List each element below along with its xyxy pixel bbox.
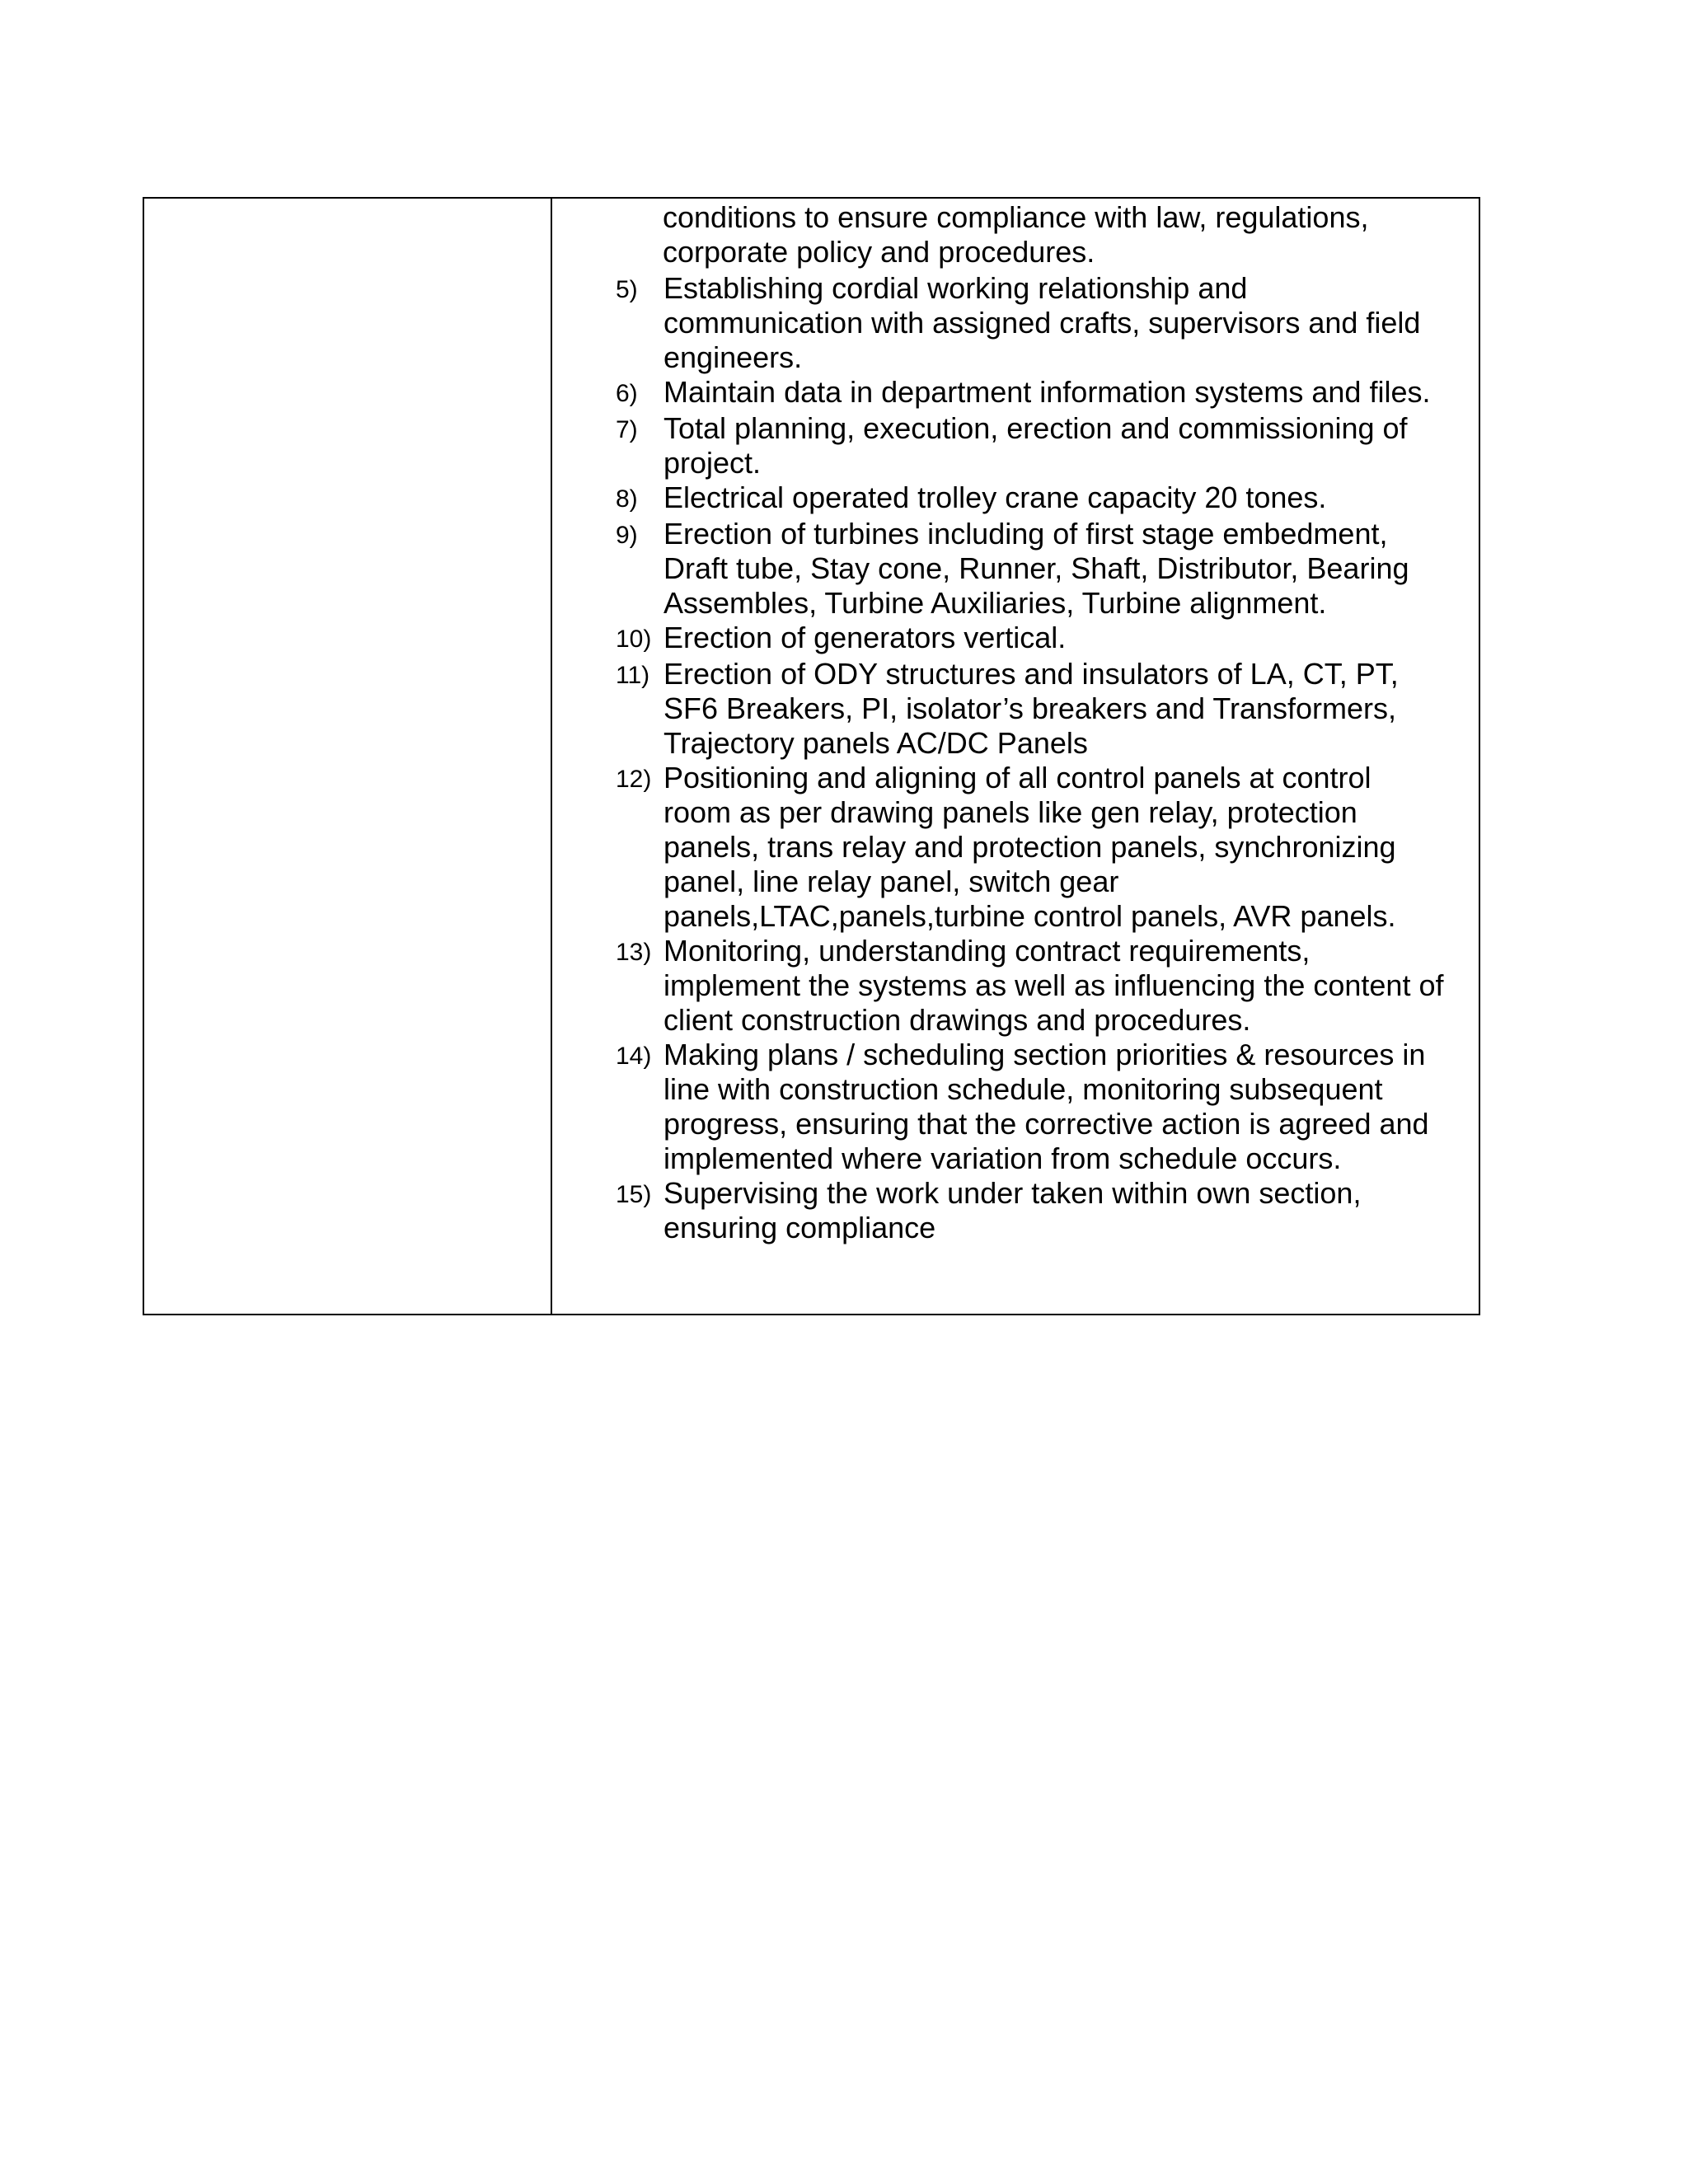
list-item (616, 621, 1481, 657)
item-text: Electrical operated trolley crane capacity 20 tones. (663, 480, 1327, 514)
item-number: 13) (616, 939, 652, 966)
item-text: Supervising the work under taken within own section, ensuring compliance (663, 1176, 1362, 1244)
list-item (616, 480, 1481, 517)
item-text: Establishing cordial working relationship and communication with assigned crafts, supervisors and field engineers. (663, 271, 1421, 374)
item-number: 8) (616, 485, 638, 513)
item-text: Positioning and aligning of all control panels at control room as per drawing panels like gen relay, protection panels, trans relay and protection panels, synchronizing panel, line relay panel, switch gear panels,LTAC,panels,turbine control panels, AVR panels. (663, 761, 1396, 933)
item-number: 7) (616, 416, 638, 443)
item-text: Erection of generators vertical. (663, 621, 1067, 654)
item-number: 5) (616, 276, 638, 303)
duties-list (616, 271, 1481, 1245)
item-text: Erection of ODY structures and insulators of LA, CT, PT, SF6 Breakers, PI, isolator’s breakers and Transformers, Trajectory panels AC/DC Panels (663, 657, 1399, 760)
table-right-cell (552, 199, 1479, 1314)
document-table (143, 197, 1480, 1315)
list-item (616, 271, 1481, 375)
table-left-cell (144, 199, 552, 1314)
item-text: Monitoring, understanding contract requirements, implement the systems as well as influencing the content of client construction drawings and procedures. (663, 934, 1444, 1037)
list-item (616, 517, 1481, 621)
item-number: 11) (616, 662, 650, 689)
item-number: 14) (616, 1043, 652, 1070)
list-item (616, 934, 1481, 1038)
list-item (616, 411, 1481, 480)
list-item (616, 761, 1481, 934)
list-item (616, 1038, 1481, 1176)
item-text: Making plans / scheduling section priorities & resources in line with construction schedule, monitoring subsequent progress, ensuring that the corrective action is agreed and implemented where variation from schedule occurs. (663, 1038, 1429, 1175)
continued-paragraph: conditions to ensure compliance with law, regulations, corporate policy and procedures. (663, 200, 1369, 269)
item-number: 10) (616, 626, 652, 653)
list-item (616, 375, 1481, 411)
item-number: 12) (616, 766, 652, 793)
list-item (616, 1176, 1481, 1245)
list-item (616, 657, 1481, 761)
item-number: 6) (616, 380, 638, 407)
item-number: 15) (616, 1181, 652, 1208)
item-text: Erection of turbines including of first stage embedment, Draft tube, Stay cone, Runner, Shaft, Distributor, Bearing Assembles, Turbine Auxiliaries, Turbine alignment. (663, 517, 1409, 620)
item-text: Maintain data in department information systems and files. (663, 375, 1431, 409)
item-text: Total planning, execution, erection and commissioning of project. (663, 411, 1408, 480)
item-number: 9) (616, 522, 638, 549)
